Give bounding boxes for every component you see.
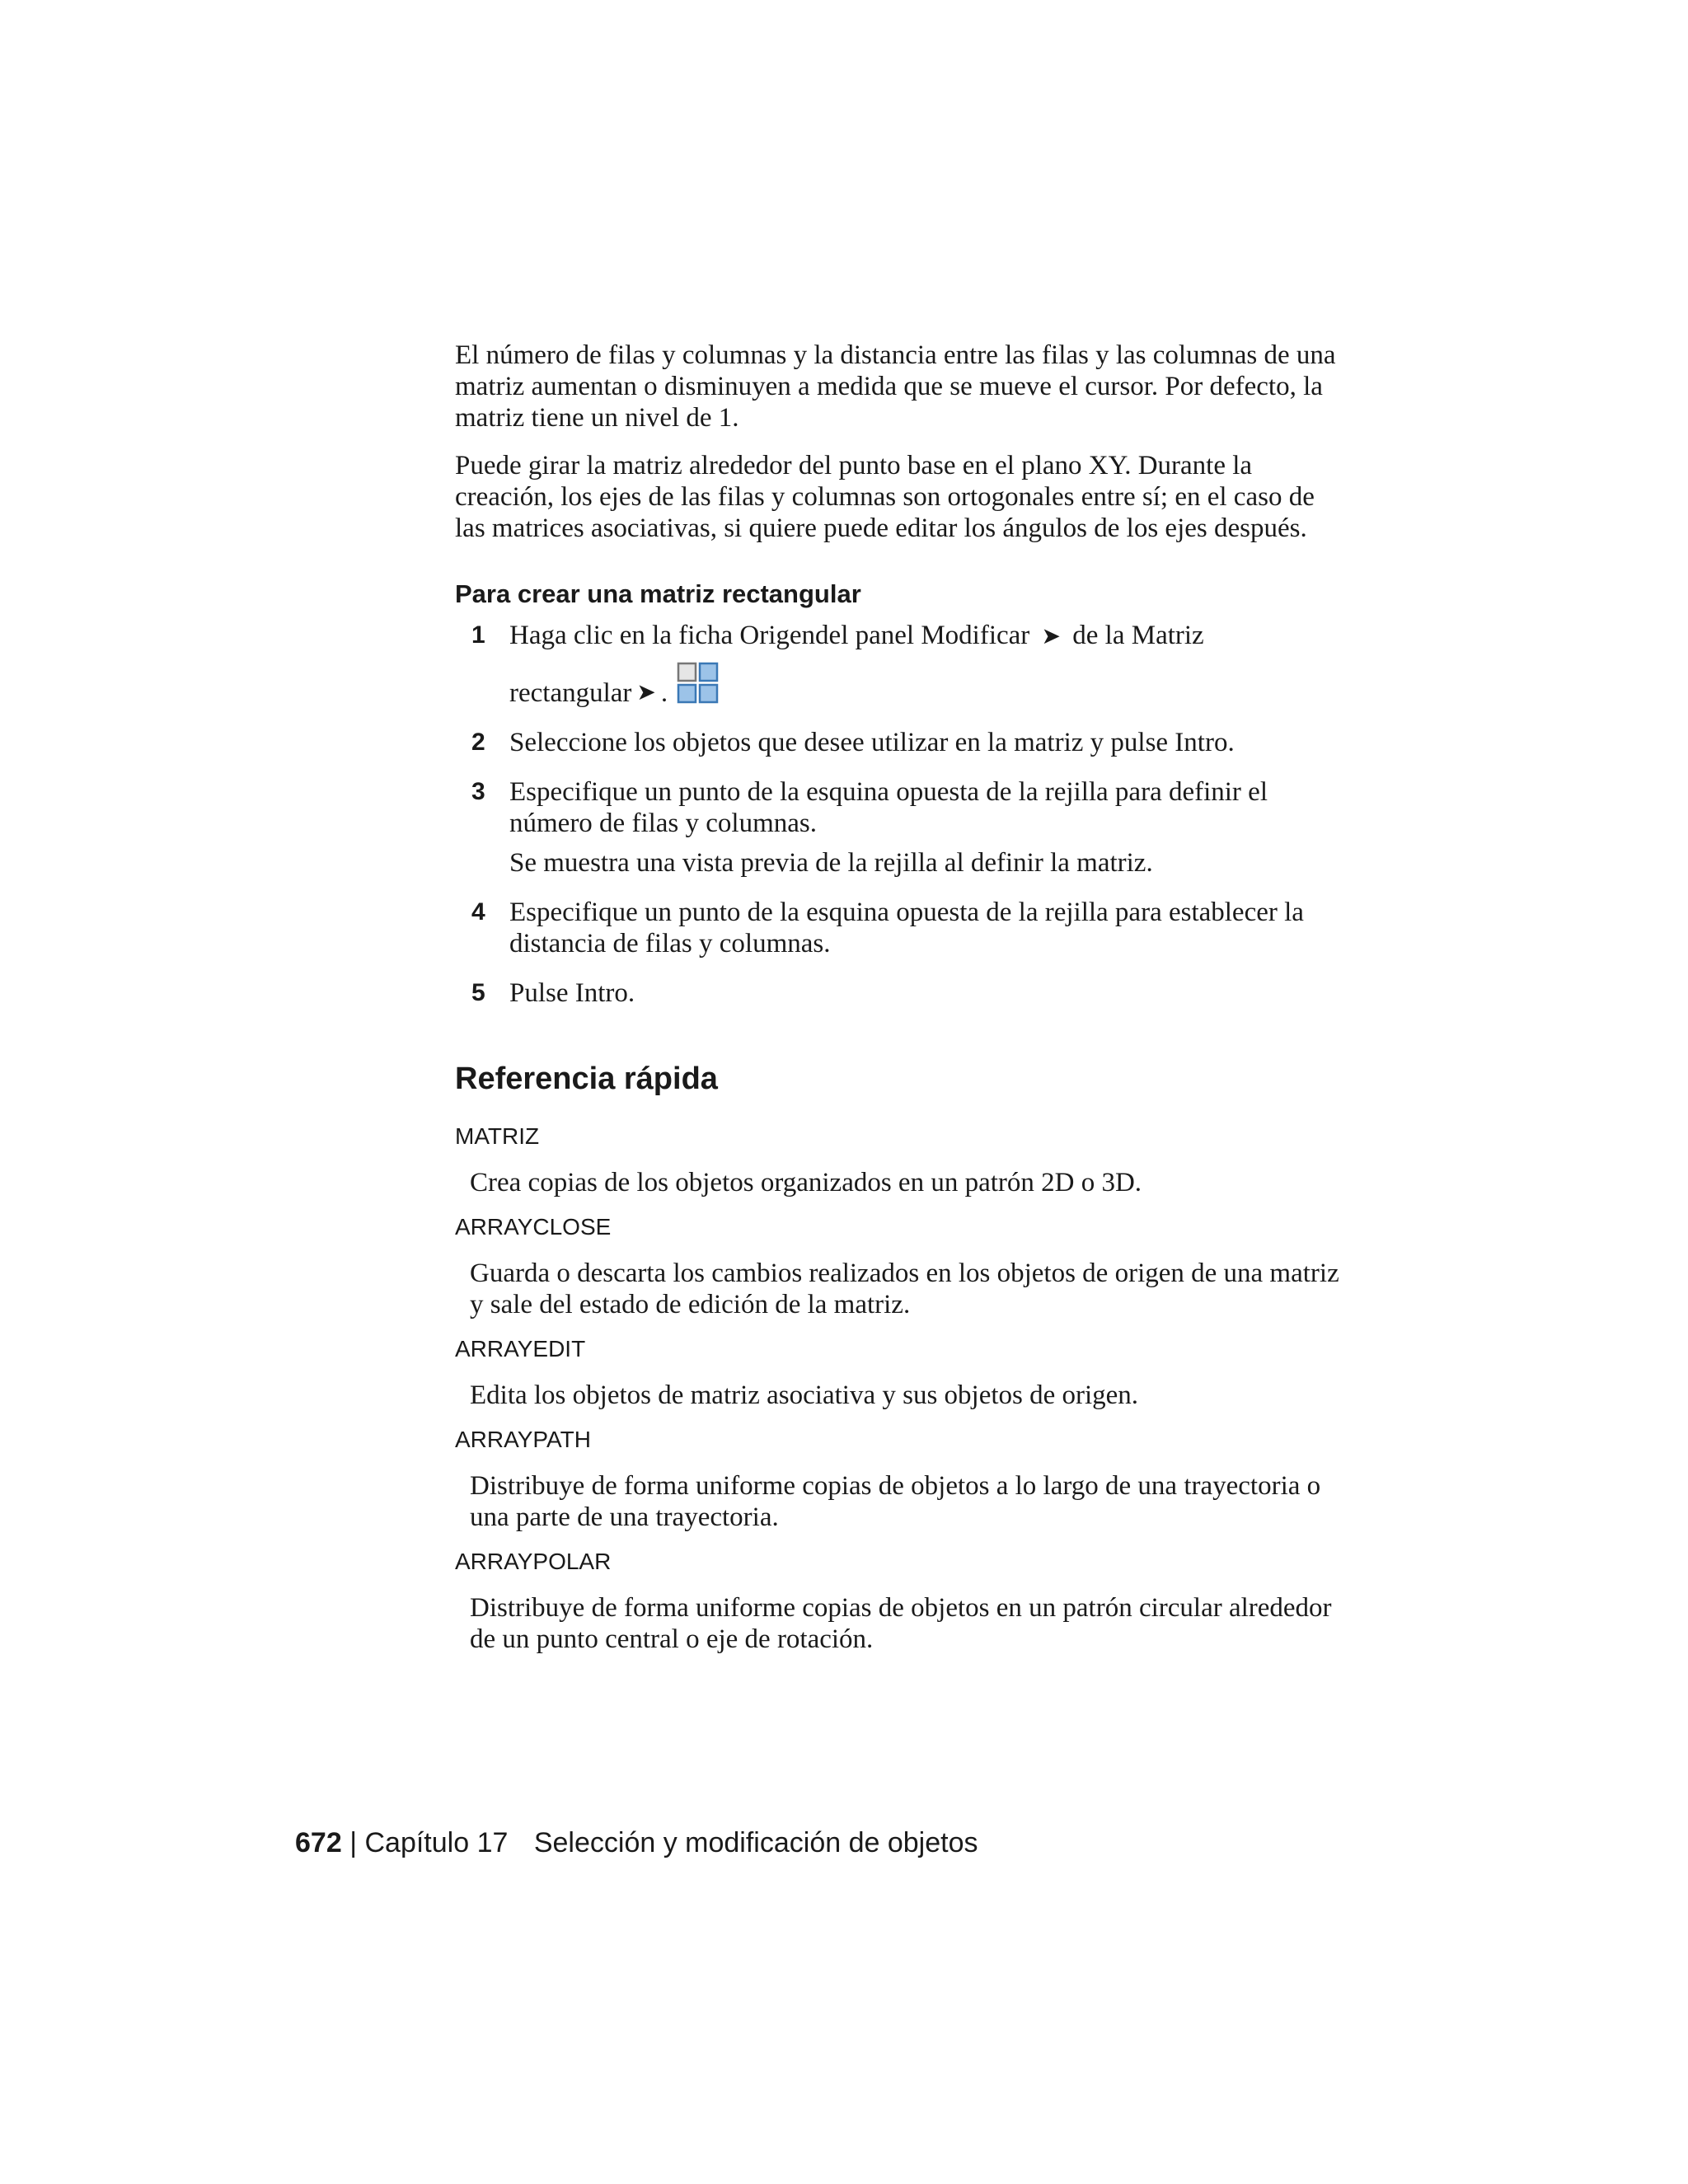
command-description: Edita los objetos de matriz asociativa y sus objetos de origen. — [470, 1380, 1139, 1410]
step-1-text-d: . — [660, 678, 668, 708]
step-4 — [455, 897, 1345, 959]
command-description: Distribuye de forma uniforme copias de objetos en un patrón circular alrededor de un punto central o eje de rotación. — [470, 1593, 1332, 1654]
command-name[interactable]: ARRAYPATH — [455, 1427, 591, 1452]
command-description: Distribuye de forma uniforme copias de objetos a lo largo de una trayectoria o una parte de una trayectoria. — [470, 1471, 1321, 1532]
procedure-steps — [455, 620, 1345, 1009]
step-5-text: Pulse Intro. — [509, 978, 635, 1008]
command-description: Guarda o descarta los cambios realizados en los objetos de origen de una matriz y sale del estado de edición de la matriz. — [470, 1258, 1339, 1319]
procedure-title: Para crear una matriz rectangular — [455, 579, 861, 608]
page-number: 672 — [295, 1827, 342, 1858]
step-1-line-1 — [509, 620, 1345, 653]
step-number: 2 — [471, 729, 485, 756]
footer-separator: | — [349, 1827, 358, 1858]
page-content — [455, 340, 1345, 1670]
intro-paragraph-1: El número de filas y columnas y la distancia entre las filas y las columnas de una matriz aumentan o disminuyen a medida que se mueve el cursor. Por defecto, la matriz tiene un nivel de 1. — [455, 340, 1336, 433]
step-number: 3 — [471, 778, 485, 805]
command-description: Crea copias de los objetos organizados en un patrón 2D o 3D. — [470, 1168, 1142, 1197]
step-3-text: Especifique un punto de la esquina opuesta de la rejilla para definir el número de filas y columnas. — [509, 777, 1268, 838]
command-name[interactable]: ARRAYCLOSE — [455, 1214, 612, 1240]
step-1-text-b: de la Matriz — [1072, 621, 1204, 650]
step-2-text: Seleccione los objetos que desee utilizar en la matriz y pulse Intro. — [509, 728, 1235, 757]
quick-reference-heading: Referencia rápida — [455, 1062, 718, 1096]
step-3-note: Se muestra una vista previa de la rejilla al definir la matriz. — [509, 848, 1153, 878]
step-3 — [455, 776, 1345, 879]
step-1 — [455, 620, 1345, 709]
step-number: 5 — [471, 979, 485, 1006]
page-footer — [295, 1826, 978, 1859]
menu-arrow-icon: ➤ — [636, 680, 656, 705]
chapter-label: Capítulo 17 — [364, 1827, 509, 1858]
step-number: 4 — [471, 898, 485, 926]
command-name[interactable]: ARRAYPOLAR — [455, 1549, 612, 1574]
step-1-text-c: rectangular — [509, 678, 632, 708]
step-number: 1 — [471, 621, 485, 649]
rectangular-array-icon — [676, 661, 720, 705]
chapter-title: Selección y modificación de objetos — [533, 1827, 978, 1858]
menu-arrow-icon: ➤ — [1041, 624, 1062, 649]
step-4-text: Especifique un punto de la esquina opuesta de la rejilla para establecer la distancia de filas y columnas. — [509, 898, 1304, 958]
intro-paragraph-2: Puede girar la matriz alrededor del punto base en el plano XY. Durante la creación, los ejes de las filas y columnas son ortogonales entre sí; en el caso de las matrices asociativas, si quiere puede editar los ángulos de los ejes después. — [455, 451, 1315, 543]
step-1-text-a: Haga clic en la ficha Origendel panel Modificar — [509, 621, 1030, 650]
step-5 — [455, 977, 1345, 1009]
step-1-line-2 — [509, 661, 1345, 709]
step-2 — [455, 727, 1345, 758]
command-name[interactable]: MATRIZ — [455, 1123, 540, 1149]
command-list — [455, 1122, 1345, 1655]
command-name[interactable]: ARRAYEDIT — [455, 1336, 586, 1361]
